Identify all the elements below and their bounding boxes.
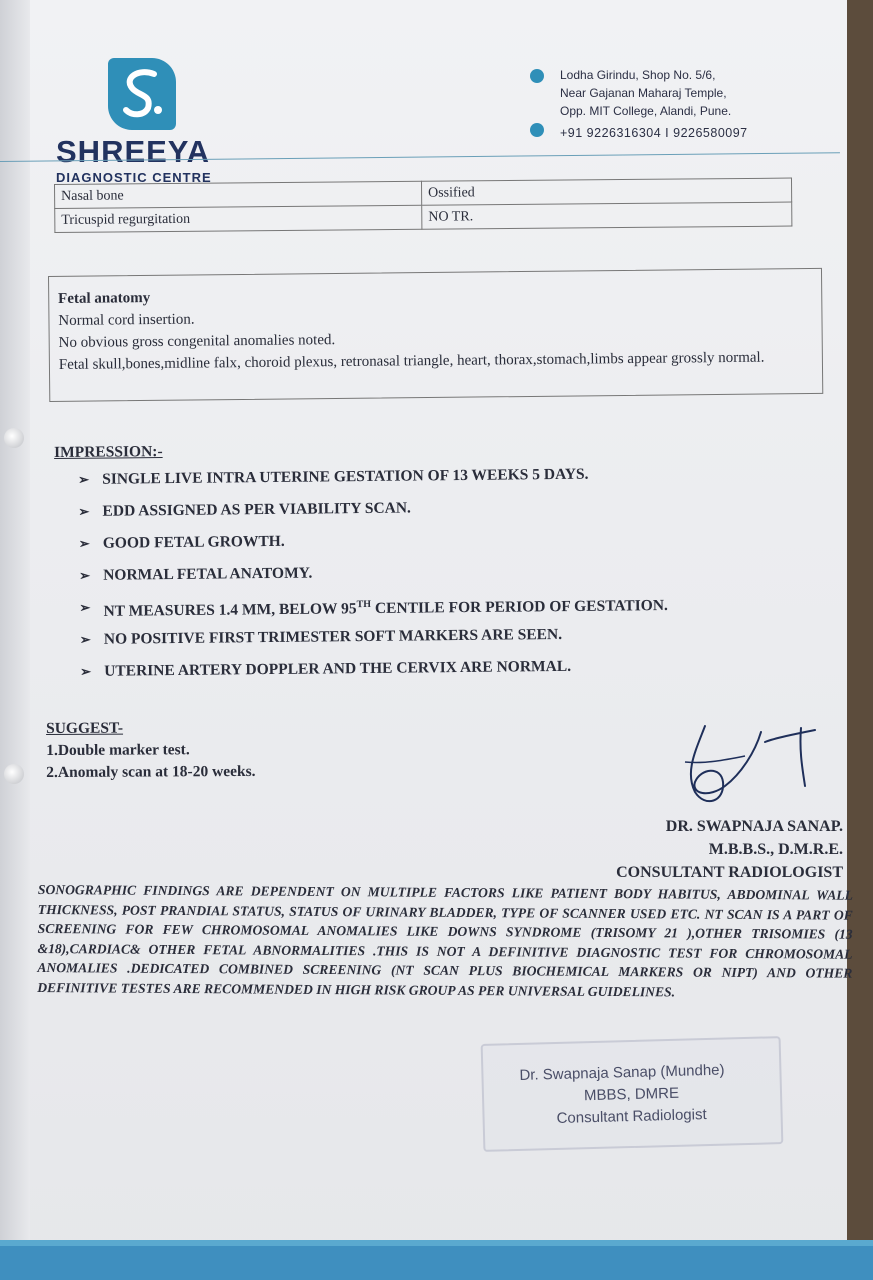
- impression-list: [78, 456, 800, 688]
- list-item: 2.Anomaly scan at 18-20 weeks.: [46, 762, 256, 781]
- findings-table: [54, 178, 792, 233]
- table-cell: Nasal bone: [55, 181, 422, 208]
- clinic-phone: +91 9226316304 I 9226580097: [560, 126, 748, 140]
- phone-icon: [530, 123, 544, 137]
- impression-heading: IMPRESSION:-: [54, 443, 163, 461]
- clinic-logo-icon: [108, 58, 176, 130]
- suggest-heading: SUGGEST-: [46, 719, 124, 737]
- table-cell: Tricuspid regurgitation: [55, 205, 422, 232]
- table-row: [55, 202, 792, 232]
- list-item: ➢ SINGLE LIVE INTRA UTERINE GESTATION OF 13 WEEKS 5 DAYS.: [78, 456, 798, 496]
- fetal-anatomy-line: No obvious gross congenital anomalies noted.: [58, 332, 336, 351]
- list-item: ➢ NO POSITIVE FIRST TRIMESTER SOFT MARKERS ARE SEEN.: [80, 616, 800, 656]
- fetal-anatomy-heading: Fetal anatomy: [58, 290, 151, 307]
- doctor-signature-block: [616, 815, 843, 884]
- fetal-anatomy-text: [58, 280, 819, 376]
- doctor-qualification: M.B.B.S., D.M.R.E.: [708, 841, 843, 858]
- clinic-address: Lodha Girindu, Shop No. 5/6, Near Gajanan Maharaj Temple, Opp. MIT College, Alandi, Pune.: [560, 68, 732, 118]
- list-item: 1.Double marker test.: [46, 741, 190, 759]
- list-item: ➢ GOOD FETAL GROWTH.: [79, 520, 799, 560]
- clinic-name: SHREEYA: [56, 134, 211, 169]
- table-cell: Ossified: [421, 178, 791, 205]
- clinic-subtitle: DIAGNOSTIC CENTRE: [56, 170, 212, 185]
- background-edge: [847, 0, 873, 1280]
- footer-band: [0, 1246, 873, 1280]
- list-item: ➢ NORMAL FETAL ANATOMY.: [79, 552, 799, 592]
- list-item: ➢ UTERINE ARTERY DOPPLER AND THE CERVIX ARE NORMAL.: [80, 648, 800, 688]
- signature: [665, 712, 825, 822]
- fetal-anatomy-line: Fetal skull,bones,midline falx, choroid plexus, retronasal triangle, heart, thorax,stomach,limbs appear grossly normal.: [58, 349, 765, 373]
- doctor-stamp: Dr. Swapnaja Sanap (Mundhe) MBBS, DMRE Consultant Radiologist: [481, 1036, 784, 1152]
- doctor-name: DR. SWAPNAJA SANAP.: [665, 818, 843, 835]
- list-item: ➢ NT MEASURES 1.4 MM, BELOW 95TH CENTILE FOR PERIOD OF GESTATION.: [79, 584, 799, 624]
- list-item: ➢ EDD ASSIGNED AS PER VIABILITY SCAN.: [78, 488, 798, 528]
- binder-hole: [4, 428, 24, 448]
- table-cell: NO TR.: [422, 202, 792, 229]
- binder-hole: [4, 764, 24, 784]
- location-pin-icon: [530, 69, 544, 83]
- disclaimer: SONOGRAPHIC FINDINGS ARE DEPENDENT ON MULTIPLE FACTORS LIKE PATIENT BODY HABITUS, ABDOMINAL WALL THICKNESS, POST PRANDIAL STATUS, STATUS OF URINARY BLADDER, TYPE OF SCANNER USED ETC. NT SCAN IS A PART OF SCREENING FOR FEW CHROMOSOMAL ANOMALIES LIKE DOWNS SYNDROME (TRISOMY 21 ),OTHER TRISOMIES (13 &18),CARDIAC& OTHER FETAL ABNORMALITIES .THIS IS NOT A DEFINITIVE DIAGNOSTIC TEST FOR CHROMOSOMAL ANOMALIES .DEDICATED COMBINED SCREENING (NT SCAN PLUS BIOCHEMICAL MARKERS OR NIPT) AND OTHER DEFINITIVE TESTES ARE RECOMMENDED IN HIGH RISK GROUP AS PER UNIVERSAL GUIDELINES.: [37, 881, 853, 999]
- fetal-anatomy-line: Normal cord insertion.: [58, 311, 195, 329]
- suggest-section: [46, 717, 256, 784]
- doctor-title: CONSULTANT RADIOLOGIST: [616, 864, 843, 881]
